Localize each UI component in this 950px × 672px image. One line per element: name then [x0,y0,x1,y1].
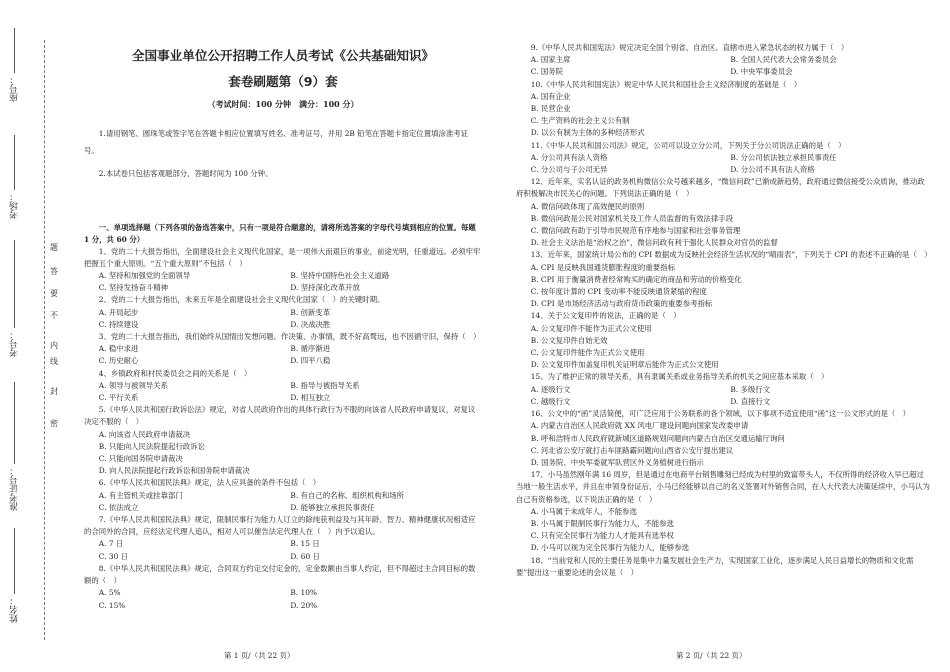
answer-option[interactable]: D. 决战决胜 [290,319,331,329]
section-heading: 一、单项选择题（下列各项的备选答案中，只有一项是符合题意的，请将所选答案的字母代号填到相应的位置。每题 1 分，共 60 分） [84,222,476,244]
seat-label: 座号： [10,75,20,102]
binding-margin [0,0,62,672]
answer-option[interactable]: B. 循序渐进 [290,344,331,354]
answer-option[interactable]: D. 分公司不具有法人资格 [730,165,815,175]
option-list [84,380,482,404]
question-stem: 6.《中华人民共和国民法典》规定，法人应具备的条件不包括（ ） [98,478,321,488]
question-stem: 17、小马虽然刚年满 16 周岁，但是通过在电商平台销售雕刻已经成为村里的致富带头人，不仅所得的经济收入早已超过当地一般生活水平，并且在申领身份证后，小马已经能够以自己的名义签署对外销售合同，在人大代表大决策延续中，小马认为自己有资格参选，以下说法正确的是（ ） [516,470,930,504]
answer-option[interactable]: A. 分公司具有法人资格 [530,152,608,162]
answer-option[interactable]: A. 5% [98,588,121,598]
answer-option[interactable]: C. 越级行文 [530,396,571,406]
left-page [84,0,482,672]
exam-id-label: 考号： [10,330,20,357]
answer-option[interactable]: B. 小马属于限制民事行为能力人，不能参选 [530,518,674,528]
option-list [516,201,930,250]
option-list [84,587,482,611]
question-stem: 14、关于公文复印件的说法，正确的是（ ） [530,311,681,321]
option-list [516,91,930,140]
instruction: 1.请用钢笔、圆珠笔或签字笔在答题卡相应位置填写姓名、准考证号，并用 2B 铅笔在答题卡指定位置填涂准考证号。 [84,128,469,155]
answer-option[interactable]: A. 开局起步 [98,307,139,317]
question [516,79,930,140]
answer-option[interactable]: A. 有主管机关或挂靠部门 [98,490,183,500]
question-list [84,246,482,612]
answer-option[interactable]: D. 直接行文 [730,396,771,406]
question [516,408,930,469]
question [516,555,930,579]
answer-option[interactable]: A. 逐级行文 [530,384,571,394]
answer-option[interactable]: D. 中央军事委员会 [730,67,793,77]
answer-option[interactable]: D. 公文复印件加盖复印机关证明章后能作为正式公文使用 [530,360,719,370]
option-list [516,323,930,372]
answer-option[interactable]: C. 持续建设 [98,319,139,329]
answer-option[interactable]: C. 坚持发扬奋斗精神 [98,283,169,293]
question-stem: 4、乡镇政府和村民委员会之间的关系是（ ） [98,368,252,378]
question-stem: 18、“当前党和人民的主要任务是集中力量发展社会生产力，实现国家工业化，逐步满足人民日益增长的物质和文化需要”提出这一重要论述的会议是（ ） [516,555,914,577]
question [84,246,482,295]
answer-option[interactable]: A. 向该省人民政府申请裁决 [98,429,191,439]
question-stem: 5.《中华人民共和国行政诉讼法》规定，对省人民政府作出的具体行政行为不服的向该省人民政府申请复议，对复议决定不服的（ ） [84,405,476,427]
question [84,563,482,612]
answer-option[interactable]: C. 生产资料的社会主义公有制 [530,116,630,126]
seal-char: 内 [50,341,58,350]
question-list [516,42,930,579]
answer-option[interactable]: D. 国务院、中央军委就军队营区外义务植树进行指示 [530,457,704,467]
answer-option[interactable]: B. 分公司依法独立承担民事责任 [730,152,837,162]
instruction: 2.本试卷只包括客观题部分，答题时间为 100 分钟。 [98,168,273,178]
answer-option[interactable]: A. 微信问政体现了高效便民的原则 [530,201,645,211]
exam-info: （考试时间：100 分钟 满分：100 分） [207,99,359,110]
answer-option[interactable]: C. 15% [98,600,126,610]
option-list [84,538,482,562]
admission-number-label: 准考证号： [10,466,20,511]
question-stem: 8.《中华人民共和国民法典》规定，合同双方约定交付定金的，定金数额由当事人约定，但不得超过主合同目标的数额的（ ） [84,563,476,586]
seal-char: 答 [50,267,58,276]
answer-option[interactable]: A. 领导与被领导关系 [98,380,168,390]
option-list [516,152,930,176]
question-stem: 2、党的二十大报告指出，未来五年是全面建设社会主义现代化国家（ ）的关键时期。 [98,295,385,305]
option-list [516,420,930,469]
answer-option[interactable]: C. 只能向国务院申请裁决 [98,454,183,464]
exam-room-field[interactable] [14,135,15,190]
answer-option[interactable]: C. 微信问政有助于引导市民规范有序地参与国家和社会事务管理 [530,226,741,236]
answer-option[interactable]: C. 河北省公安厅就打击车匪路霸问题向山西省公安厅提出建议 [530,445,734,455]
answer-option[interactable]: B. 创新变革 [290,307,331,317]
question-stem: 10.《中华人民共和国宪法》规定中华人民共和国社会主义经济制度的基础是（ ） [530,79,802,89]
option-list [84,429,482,478]
option-list [516,384,930,408]
question [84,368,482,405]
answer-option[interactable]: B. 微信问政是公民对国家机关及工作人员监督的有效法律手段 [530,213,734,223]
answer-option[interactable]: D. 社会主义法治是“治权之治”，微信问政有利于强化人民群众对官员的监督 [530,238,778,248]
answer-option[interactable]: D. 60 日 [290,551,320,561]
answer-option[interactable]: B. 多级行文 [730,384,771,394]
answer-option[interactable]: A. 国家主席 [530,55,571,65]
answer-option[interactable]: A. 坚持和加强党的全面领导 [98,271,191,281]
question [516,42,930,79]
option-list [516,262,930,311]
question-stem: 13、近年来，国家统计局公布的 CPI 数据成为反映社会经济生活状况的“晴雨表”，下列关于 CPI 的表述不正确的是（ ） [530,250,932,260]
answer-option[interactable]: B. 民营企业 [530,104,571,114]
answer-option[interactable]: C. 依法成立 [98,502,139,512]
question [516,371,930,408]
answer-option[interactable]: A. 公文复印件不能作为正式公文使用 [530,323,652,333]
answer-option[interactable]: B. 只能向人民法院提起行政诉讼 [98,441,206,451]
question [516,469,930,554]
seal-char: 不 [50,311,58,320]
answer-option[interactable]: D. 20% [290,600,318,610]
answer-option[interactable]: C. 分公司与子公司无异 [530,165,608,175]
answer-option[interactable]: B. 全国人民代表大会常务委员会 [730,55,837,65]
page-subtitle: 套卷刷题第（9）套 [228,74,338,90]
answer-option[interactable]: A. 小马属于未成年人，不能参选 [530,506,637,516]
answer-option[interactable]: A. 内蒙古自治区人民政府就 XX 风电厂建设问题向国家发改委申请 [530,421,749,431]
question [516,176,930,249]
admission-number-field[interactable] [14,382,15,464]
answer-option[interactable]: C. 公文复印件能作为正式公文使用 [530,348,645,358]
page-number: 第 2 页/（共 22 页） [676,651,747,660]
question-stem: 16、公文中的“函”灵活简便，可广泛应用于公务联系的各个领域，以下事项不适宜使用“函”这一公文形式的是（ ） [530,409,911,419]
answer-option[interactable]: A. 稳中求进 [98,344,139,354]
answer-option[interactable]: B. 呼和浩特市人民政府就新城区道路规划问题向内蒙古自治区交通运输厅询问 [530,433,785,443]
answer-option[interactable]: D. 以公有制为主体的多种经济形式 [530,128,645,138]
question-stem: 15、为了维护正常的领导关系，具有隶属关系或业务指导关系的机关之间应基本采取（ ） [530,372,829,382]
question [84,331,482,368]
answer-option[interactable]: D. 能够独立承担民事责任 [290,502,375,512]
question [84,477,482,514]
answer-option[interactable]: D. 四平八稳 [290,356,331,366]
question [84,294,482,331]
answer-option[interactable]: D. 向人民法院提起行政诉讼和国务院申请裁决 [98,466,250,476]
answer-option[interactable]: B. 10% [290,588,317,598]
answer-option[interactable]: C. 历史耐心 [98,356,139,366]
cut-line [44,40,45,640]
answer-option[interactable]: C. 30 日 [98,551,129,561]
question-stem: 1、党的二十大报告指出，全面建设社会主义现代化国家，是一项伟大而艰巨的事业，前途光明，任重道远。必须牢牢把握五个重大原则。“五个重大原则”不包括（ ） [84,246,481,268]
answer-option[interactable]: C. 按年度计算的 CPI 变动率不能反映通货紧缩的程度 [530,287,707,297]
question-stem: 7.《中华人民共和国民法典》规定，限制民事行为能力人订立的除纯获利益及与其年龄、智力、精神健康状况相适应的合同外的合同，应经法定代理人追认，相对人可以催告法定代理人在（ ）内予以追认。 [84,515,476,537]
question [84,404,482,477]
option-list [84,307,482,331]
answer-option[interactable]: C. 平行关系 [98,393,139,403]
exam-id-field[interactable] [14,240,15,328]
question [516,249,930,310]
page-title: 全国事业单位公开招聘工作人员考试《公共基础知识》 [131,48,435,63]
seal-char: 题 [50,243,58,252]
answer-option[interactable]: D. 相互独立 [290,393,331,403]
answer-option[interactable]: B. 指导与被指导关系 [290,380,360,390]
answer-option[interactable]: B. 15 日 [290,539,320,549]
answer-option[interactable]: B. CPI 用于衡量消费者经常购买的确定的商品和劳动的价格变化 [530,274,742,284]
answer-option[interactable]: B. 公文复印件自始无效 [530,335,608,345]
right-page [516,0,930,672]
answer-option[interactable]: D. 坚持深化改革开放 [290,283,360,293]
answer-option[interactable]: B. 有自己的名称、组织机构和场所 [290,490,404,500]
seal-char: 要 [50,289,58,298]
page-number: 第 1 页/（共 22 页） [224,651,295,660]
option-list [84,490,482,514]
answer-option[interactable]: B. 坚持中国特色社会主义道路 [290,271,390,281]
question [516,310,930,371]
answer-option[interactable]: C. 国务院 [530,67,564,77]
answer-option[interactable]: A. 7 日 [98,539,124,549]
seat-field[interactable] [14,28,15,73]
seal-char: 密 [50,419,58,428]
question [84,514,482,563]
option-list [84,343,482,367]
answer-option[interactable]: C. 只有完全民事行为能力人才能具有选举权 [530,531,674,541]
option-list [516,54,930,78]
question-stem: 12、近年来，实名认证的政务机构微信公众号越来越多，“微信问政”已渐成新趋势，政府通过微信接受公众质询，推动政府积极解决市民关心的问题。下列说法正确的是（ ） [516,177,925,199]
option-list [516,506,930,555]
name-label: 姓名： [10,596,20,623]
seal-char: 封 [50,387,58,396]
answer-option[interactable]: A. 国有企业 [530,91,571,101]
answer-option[interactable]: D. 小马可以视为完全民事行为能力人，能够参选 [530,543,689,553]
option-list [84,270,482,294]
name-field[interactable] [14,528,15,594]
answer-option[interactable]: D. CPI 是市场经济活动与政府货币政策的重要参考指标 [530,299,713,309]
question-stem: 3、党的二十大报告指出，我们始终从国情出发想问题、作决策、办事情，既不好高骛远，也不因循守旧，保持（ ） [98,332,481,342]
seal-char: 线 [50,357,58,366]
answer-option[interactable]: A. CPI 是反映我国通货膨胀程度的重要指标 [530,262,675,272]
question-stem: 11.《中华人民共和国公司法》规定，公司可以设立分公司，下列关于分公司说法正确的是（ ） [530,140,846,150]
question [516,140,930,177]
question-stem: 9.《中华人民共和国宪法》规定决定全国个别省、自治区、直辖市进入紧急状态的权力属于（ ） [530,43,849,52]
exam-room-label: 考场： [10,192,20,219]
